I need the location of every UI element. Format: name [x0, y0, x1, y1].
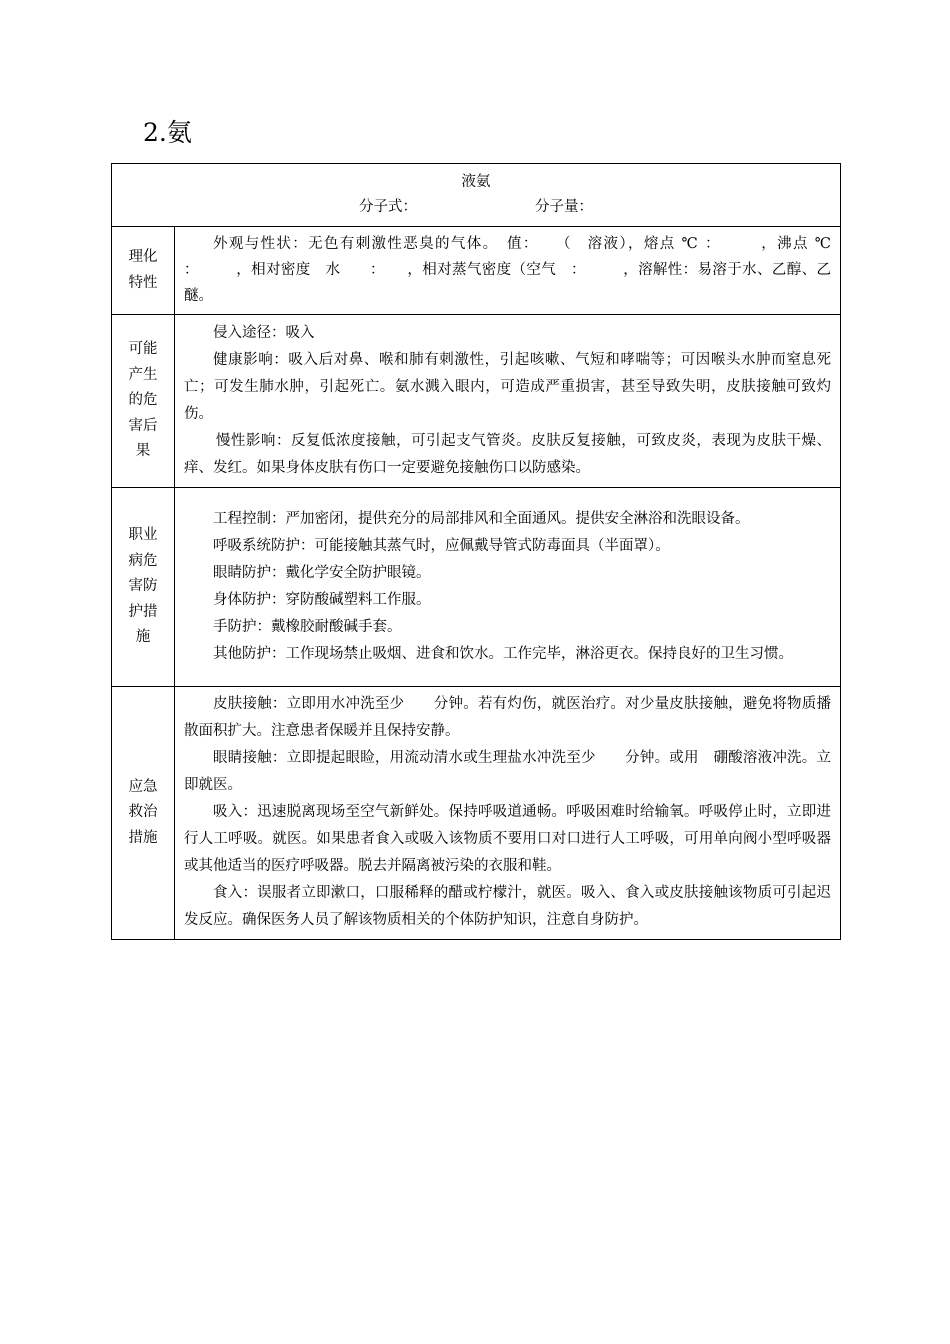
row-label: 应急救治措施	[112, 687, 175, 940]
paragraph: 外观与性状：无色有刺激性恶臭的气体。 值： （ 溶液），熔点 ℃ ： ，沸点 ℃ ： ，相对密度 水 ： ，相对蒸气密度（空气 ： ，溶解性：易溶于水、乙醇、乙醚。	[184, 236, 831, 304]
row-content	[175, 687, 841, 940]
paragraph: 食入：误服者立即漱口，口服稀释的醋或柠檬汁，就医。吸入、食入或皮肤接触该物质可引起迟发反应。确保医务人员了解该物质相关的个体防护知识，注意自身防护。	[184, 885, 831, 928]
paragraph: 身体防护：穿防酸碱塑料工作服。	[213, 591, 431, 608]
row-label: 理化特性	[112, 227, 175, 315]
header-cell	[112, 164, 841, 227]
row-content	[175, 488, 841, 687]
paragraph: 吸入：迅速脱离现场至空气新鲜处。保持呼吸道通畅。呼吸困难时给输氧。呼吸停止时，立即进行人工呼吸。就医。如果患者食入或吸入该物质不要用口对口进行人工呼吸，可用单向阀小型呼吸器或其他适当的医疗呼吸器。脱去并隔离被污染的衣服和鞋。	[184, 804, 831, 874]
formula-label: 分子式：	[359, 199, 417, 215]
section-heading: 2.氨	[143, 118, 192, 147]
paragraph: 慢性影响：反复低浓度接触，可引起支气管炎。皮肤反复接触，可致皮炎，表现为皮肤干燥、痒、发红。如果身体皮肤有伤口一定要避免接触伤口以防感染。	[184, 432, 831, 476]
paragraph: 手防护：戴橡胶耐酸碱手套。	[213, 618, 402, 635]
table-row-physical-properties	[112, 227, 841, 315]
substance-name: 液氨	[461, 174, 491, 190]
msds-table	[111, 163, 841, 940]
table-row-hazards	[112, 315, 841, 488]
paragraph: 其他防护：工作现场禁止吸烟、进食和饮水。工作完毕，淋浴更衣。保持良好的卫生习惯。	[213, 645, 793, 662]
paragraph: 眼睛防护：戴化学安全防护眼镜。	[213, 564, 431, 581]
row-content	[175, 227, 841, 315]
row-label: 职业病危害防护措施	[112, 488, 175, 687]
paragraph: 健康影响：吸入后对鼻、喉和肺有刺激性，引起咳嗽、气短和哮喘等；可因喉头水肿而窒息死亡；可发生肺水肿，引起死亡。氨水溅入眼内，可造成严重损害，甚至导致失明，皮肤接触可致灼伤。	[184, 351, 831, 422]
paragraph: 侵入途径：吸入	[213, 324, 315, 341]
table-row-first-aid	[112, 687, 841, 940]
table-header-row	[112, 164, 841, 227]
paragraph: 呼吸系统防护：可能接触其蒸气时，应佩戴导管式防毒面具（半面罩）。	[213, 537, 670, 554]
formula-line	[112, 195, 840, 220]
paragraph: 眼睛接触：立即提起眼睑，用流动清水或生理盐水冲洗至少 分钟。或用 硼酸溶液冲洗。立即就医。	[184, 750, 831, 793]
table-row-protection	[112, 488, 841, 687]
paragraph: 皮肤接触：立即用水冲洗至少 分钟。若有灼伤，就医治疗。对少量皮肤接触，避免将物质播散面积扩大。注意患者保暖并且保持安静。	[184, 696, 831, 739]
molecular-weight-label: 分子量：	[535, 199, 593, 215]
paragraph: 工程控制：严加密闭，提供充分的局部排风和全面通风。提供安全淋浴和洗眼设备。	[213, 510, 750, 527]
row-content	[175, 315, 841, 488]
row-label: 可能产生的危害后果	[112, 315, 175, 488]
